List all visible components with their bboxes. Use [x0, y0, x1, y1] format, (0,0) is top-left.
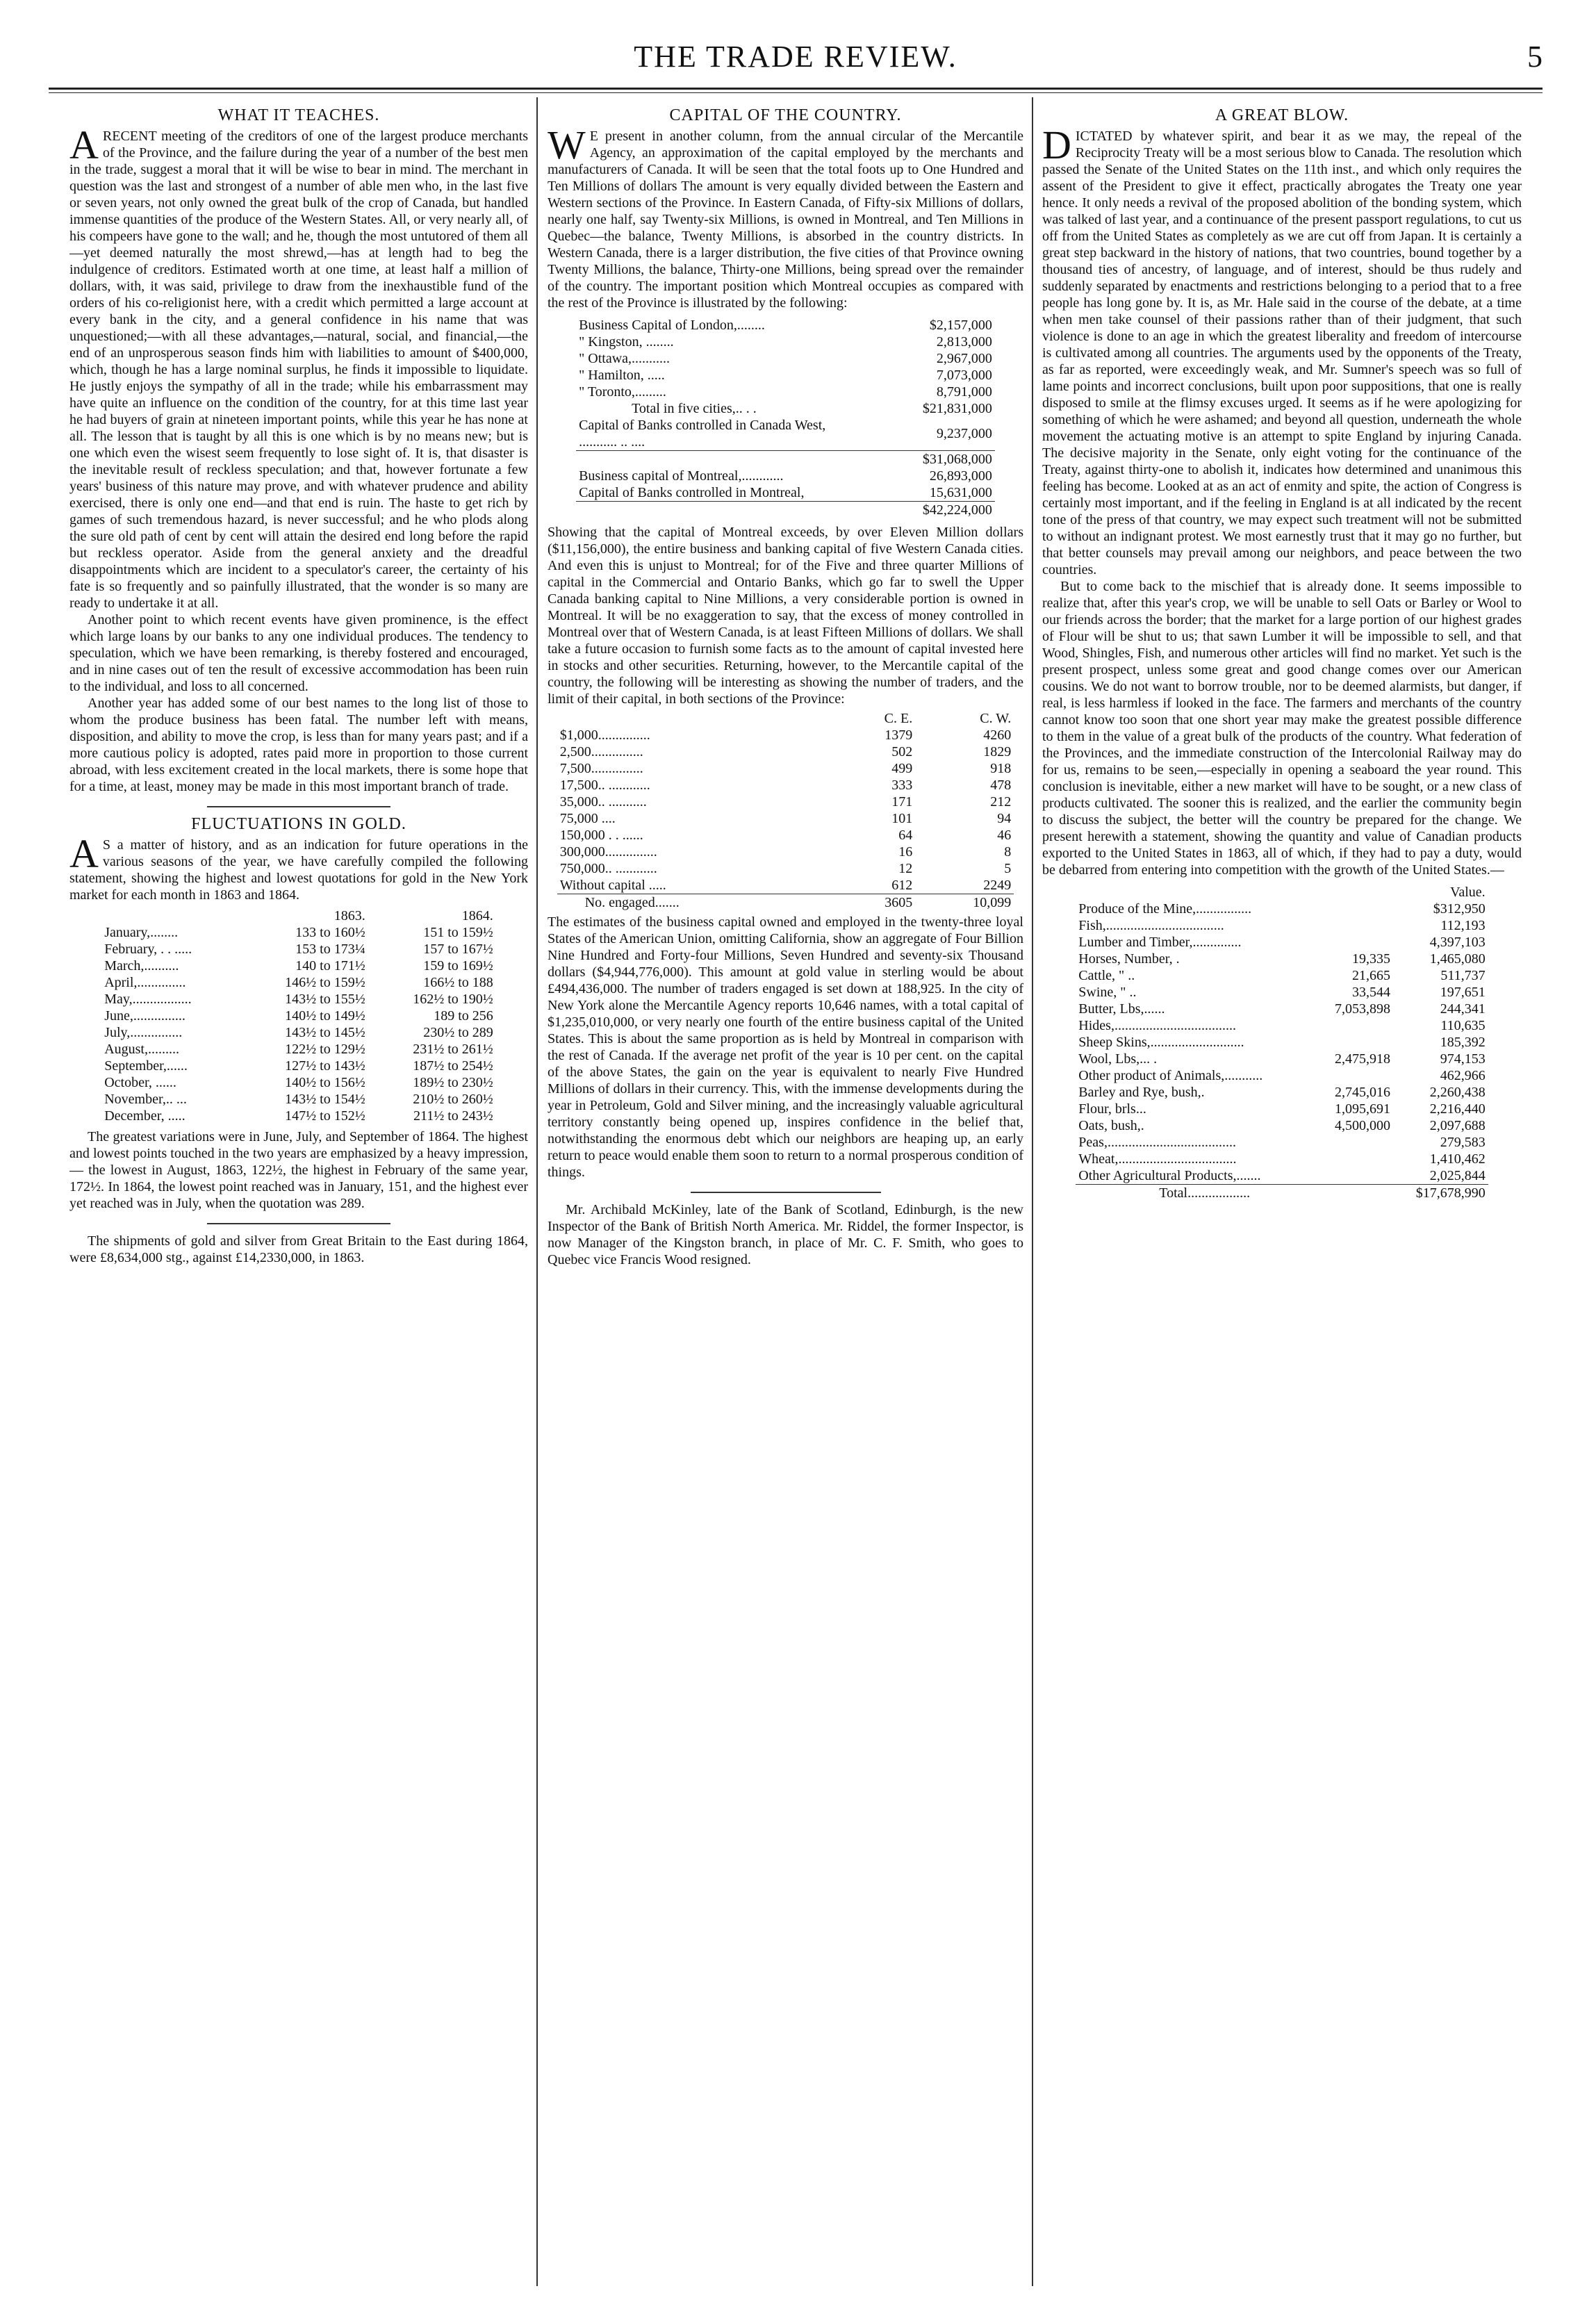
row-value	[1316, 1134, 1393, 1151]
row-value: 8,791,000	[936, 384, 992, 400]
column-header: C. E.	[884, 711, 913, 726]
table-row	[576, 451, 995, 468]
header-rule-thin	[49, 92, 1542, 93]
table-row	[1076, 951, 1488, 967]
row-value: 9,237,000	[936, 426, 992, 441]
row-label: January,........	[104, 925, 179, 940]
row-label: February, . . .....	[104, 942, 192, 957]
row-value: $42,224,000	[869, 502, 995, 519]
row-value: 2,260,438	[1429, 1085, 1486, 1100]
row-label: Produce of the Mine,................	[1078, 901, 1252, 917]
row-label: Horses, Number, .	[1078, 951, 1180, 967]
masthead-title: THE TRADE REVIEW.	[634, 40, 957, 74]
table-row	[101, 924, 496, 941]
row-label: Barley and Rye, bush,.	[1078, 1085, 1205, 1100]
row-value: 2,813,000	[936, 334, 992, 350]
table-row	[101, 941, 496, 958]
capital-statement-table	[576, 317, 995, 518]
row-value: 502	[891, 744, 913, 759]
row-value: 171	[891, 794, 913, 810]
row-value: 143½ to 155½	[285, 992, 365, 1007]
row-label: " Kingston, ........	[579, 334, 674, 350]
row-value: 15,631,000	[929, 485, 992, 500]
table-row	[101, 1008, 496, 1024]
row-value	[1316, 1151, 1393, 1167]
row-value	[1316, 1067, 1393, 1084]
table-row	[1076, 984, 1488, 1001]
row-label: August,.........	[104, 1042, 179, 1057]
article-separator	[207, 1223, 390, 1224]
table-row	[1076, 1134, 1488, 1151]
table-row	[557, 877, 1014, 894]
table-header-row	[1076, 884, 1488, 901]
row-value: 140½ to 156½	[285, 1075, 365, 1090]
row-value: 2,967,000	[936, 351, 992, 366]
page-number: 5	[1527, 40, 1542, 74]
article-title: WHAT IT TEACHES.	[217, 106, 380, 124]
row-value: 127½ to 143½	[285, 1058, 365, 1074]
table-row	[557, 760, 1014, 777]
table-row	[1076, 967, 1488, 984]
row-label: 150,000 . . ......	[559, 828, 643, 843]
row-value: 10,099	[915, 894, 1014, 912]
row-label: April,..............	[104, 975, 186, 990]
row-value: 8	[1004, 844, 1012, 860]
table-row	[101, 1074, 496, 1091]
row-label: Total..................	[1076, 1185, 1393, 1202]
row-value: $312,950	[1433, 901, 1486, 917]
row-value	[1316, 1034, 1393, 1051]
row-label: Business capital of Montreal,............	[579, 468, 784, 484]
column-middle	[548, 104, 1023, 2286]
row-value: 211½ to 243½	[413, 1108, 493, 1124]
row-value: 162½ to 190½	[413, 992, 493, 1007]
row-value: 1829	[983, 744, 1012, 759]
table-row	[101, 1108, 496, 1124]
row-value: 189½ to 230½	[413, 1075, 493, 1090]
row-label: Fish,..................................	[1078, 918, 1224, 933]
row-value: 133 to 160½	[295, 925, 365, 940]
article-paragraph: The greatest variations were in June, July, and September of 1864. The highest and lowest points touched in the two years are emphasized by a heavy impression, — the lowest in August, 1863, 122½, the highest in February of the same year, 172½. In 1864, the lowest point reached was in January, 151, and the highest ever yet reached was in July, when the quotation was 289.	[69, 1129, 528, 1211]
row-label: Capital of Banks controlled in Montreal,	[579, 485, 805, 500]
row-label: Peas,.....................................	[1078, 1135, 1236, 1150]
row-label: 17,500.. ............	[559, 778, 650, 793]
table-row	[557, 744, 1014, 760]
table-header-row	[101, 907, 496, 924]
row-value: 151 to 159½	[423, 925, 493, 940]
table-row	[1076, 1017, 1488, 1034]
row-value: 166½ to 188	[423, 975, 493, 990]
row-value	[1316, 934, 1393, 951]
row-value	[1316, 917, 1393, 934]
table-row	[576, 317, 995, 334]
row-label: 300,000...............	[559, 844, 657, 860]
row-value: 1,465,080	[1429, 951, 1486, 967]
row-value: 231½ to 261½	[413, 1042, 493, 1057]
column-left	[69, 104, 528, 2286]
row-label: Butter, Lbs,......	[1078, 1001, 1165, 1017]
row-value: 7,053,898	[1335, 1001, 1391, 1017]
table-row	[1076, 934, 1488, 951]
capital-table-body	[576, 317, 995, 400]
article-paragraph: Another year has added some of our best names to the long list of those to whom the produce business has been fatal. The number left with means, disposition, and ability to move the crop, is less than for many years past; and if a more cautious policy is adopted, rates paid more in proportion to those current abroad, with less excitement created in the local markets, there is some hope that for a time, at least, money may be made in this most important branch of trade.	[69, 696, 528, 794]
row-label: Hides,...................................	[1078, 1018, 1236, 1033]
row-label: September,......	[104, 1058, 188, 1074]
row-label: Without capital .....	[559, 878, 666, 893]
table-row	[557, 844, 1014, 860]
row-value: $31,068,000	[869, 451, 995, 468]
article-paragraph: Showing that the capital of Montreal exceeds, by over Eleven Million dollars ($11,156,000), the entire business and banking capital of five Western Canada cities. And even this is unjust to Montreal; for of the Five and three quarter Millions of capital in the Commercial and Ontario Banks, which go far to swell the Upper Canada banking capital to Nine Millions, a very considerable portion is owned in Montreal. It will be no exaggeration to say, that the excess of money controlled in Montreal over that of Western Canada, is at least Fifteen Millions of dollars. We shall take a future occasion to furnish some facts as to the amount of capital invested here in stocks and other securities. Returning, however, to the Mercantile capital of the country, the following will be interesting as showing the number of traders, and the limit of their capital, in both sections of the Province:	[548, 525, 1023, 707]
row-value: 2249	[983, 878, 1012, 893]
row-value	[1316, 1017, 1393, 1034]
exports-table-body	[1076, 901, 1488, 1185]
table-row	[557, 894, 1014, 912]
column-divider	[536, 97, 538, 2286]
row-label: 75,000 ....	[559, 811, 616, 826]
row-value: 4,500,000	[1335, 1118, 1391, 1133]
row-label: November,.. ...	[104, 1092, 187, 1107]
article-paragraph: The estimates of the business capital owned and employed in the twenty-three loyal States of the American Union, omitting California, show an aggregate of Four Billion Nine Hundred and Forty-four Millions, Seven Hundred and seventy-six Thousand dollars ($4,944,776,000). This amount at gold value in sterling would be about £494,436,000. The number of traders engaged is set down at 188,925. In the city of New York alone the Mercantile Agency reports 10,646 names, with a total capital of $1,235,010,000, or very nearly one fourth of the entire business capital of the United States. This is about the same proportion as is held by Montreal in comparison with the rest of Canada. If the average net profit of the year is 10 per cent. on the capital of the above States, the gain on the year is equivalent to nearly Five Hundred Millions of dollars in their currency. This, with the immense developments during the year in Petroleum, Gold and Silver mining, and the increasingly valuable agricultural territory constantly being opened up, inspires confidence in the belief that, notwithstanding the enormous debt which our neighbors are heaping up, an early return to peace would enable them soon to return to a normal prosperous condition of things.	[548, 914, 1023, 1180]
header-rule	[49, 88, 1542, 90]
row-value: 1379	[885, 728, 913, 743]
table-row	[1076, 1067, 1488, 1084]
table-row	[1076, 917, 1488, 934]
row-label: Sheep Skins,...........................	[1078, 1035, 1244, 1050]
row-value: $17,678,990	[1393, 1185, 1488, 1202]
row-label: May,.................	[104, 992, 192, 1007]
table-row	[576, 502, 995, 519]
table-row	[1076, 1101, 1488, 1117]
row-label: Swine, " ..	[1078, 985, 1137, 1000]
row-value	[1316, 901, 1393, 917]
row-label: Other Agricultural Products,.......	[1078, 1168, 1261, 1183]
row-value: 2,097,688	[1429, 1118, 1486, 1133]
table-row	[557, 727, 1014, 744]
row-value: 279,583	[1440, 1135, 1486, 1150]
table-row	[557, 860, 1014, 877]
table-row	[101, 1058, 496, 1074]
table-row	[101, 1024, 496, 1041]
row-value: 462,966	[1440, 1068, 1486, 1083]
row-value: 244,341	[1440, 1001, 1486, 1017]
table-row	[576, 350, 995, 367]
row-value: 140 to 171½	[295, 958, 365, 974]
table-row	[101, 991, 496, 1008]
table-row	[1076, 1117, 1488, 1134]
table-row	[557, 827, 1014, 844]
row-label: " Ottawa,...........	[579, 351, 671, 366]
row-value: 112,193	[1440, 918, 1486, 933]
table-row	[557, 810, 1014, 827]
row-value: 19,335	[1352, 951, 1391, 967]
row-label: Flour, brls...	[1078, 1101, 1146, 1117]
article-paragraph: The shipments of gold and silver from Great Britain to the East during 1864, were £8,634,000 stg., against £14,2330,000, in 1863.	[69, 1233, 528, 1265]
row-label: October, ......	[104, 1075, 176, 1090]
table-row	[576, 400, 995, 417]
traders-table-body	[557, 727, 1014, 894]
row-value: 2,216,440	[1429, 1101, 1486, 1117]
article-separator	[691, 1192, 881, 1193]
row-value: 918	[990, 761, 1012, 776]
row-value: 12	[898, 861, 913, 876]
row-value: 478	[990, 778, 1012, 793]
article-title: A GREAT BLOW.	[1215, 106, 1349, 124]
table-row	[1076, 1001, 1488, 1017]
table-row	[1076, 1051, 1488, 1067]
table-row	[1076, 1034, 1488, 1051]
row-value: 1,095,691	[1335, 1101, 1391, 1117]
row-label: July,...............	[104, 1025, 183, 1040]
row-label: 35,000.. ...........	[559, 794, 647, 810]
row-value: 197,651	[1440, 985, 1486, 1000]
row-label: " Toronto,.........	[579, 384, 666, 400]
article-paragraph: WE present in another column, from the annual circular of the Mercantile Agency, an approximation of the capital employed by the merchants and manufacturers of Canada. It will be seen that the total foots up to One Hundred and Ten Millions of dollars The amount is very equally divided between the Eastern and Western sections of the Province. In Eastern Canada, of Fifty-six Millions of dollars, nearly one half, say Twenty-six Millions, is owned in Montreal, and Ten Millions in Quebec—the balance, Twenty Millions, is absorbed in the country districts. In Western Canada, there is a larger distribution, the five cities of that Province owning Twenty Millions, the balance, Thirty-one Millions, being spread over the remainder of the country. The important position which Montreal occupies as compared with the rest of the Province is illustrated by the following:	[548, 122, 1023, 311]
row-value: 26,893,000	[929, 468, 992, 484]
article-separator	[207, 806, 390, 807]
article-title: CAPITAL OF THE COUNTRY.	[669, 106, 902, 124]
table-row	[1076, 1185, 1488, 1202]
row-value: 5	[1004, 861, 1012, 876]
row-label: 7,500...............	[559, 761, 643, 776]
row-value: 185,392	[1440, 1035, 1486, 1050]
article-paragraph: ARECENT meeting of the creditors of one of the largest produce merchants of the Province, and the failure during the year of a number of the best men in the trade, suggest a moral that it will be wise to bear in mind. The merchant in question was the last and strongest of a number of able men who, in the last five or seven years, not only owned the great bulk of the crop of Canada, but handled immense quantities of the produce of the Western States. All, or very nearly all, of his compeers have gone to the wall; and he, though the most untutored of them all—yet deemed naturally the most shrewd,—has at length had to beg the indulgence of creditors. Estimated worth at one time, at least half a million of dollars, with, it was said, privilege to draw from the inexhaustible fund of the orders of his co-religionist here, with a credit which permitted a large account at every bank in the city, and a general confidence in his name that was unquestioned;—with all these advantages,—natural, social, and financial,—the end of an unprosperous season finds him with liabilities to amount of $400,000, which, though he has a large nominal surplus, he finds it impossible to liquidate. He justly enjoys the sympathy of all in the trade; while his embarrassment may have quite an influence on the condition of the country, for at this time last year he had buyers of grain at nineteen important points, while this year he has none at all. The lesson that is taught by all this is one which is by no means new; but is one which even the wisest seem frequently to lose sight of. It is, that disaster is the inevitable result of reckless speculation; and that, however fortunate a few years' business of this nature may prove, and with whatever prudence and ability exercised, there is only one end—and that end is ruin. The haste to get rich by games of such tremendous hazard, is never successful; and he who plods along the sure old path of cent by cent will attain the desired end long before the rapid but reckless operator. Aside from the general anxiety and the dreadful disappointments which are incident to a speculator's career, the certainty of his fate is so frequently and so painfully illustrated, that the wonder is so many are ready to undertake it at all.	[69, 122, 528, 611]
gold-table-body	[101, 924, 496, 1124]
column-header: Value.	[1450, 885, 1486, 900]
row-label: December, .....	[104, 1108, 186, 1124]
row-value: 143½ to 154½	[285, 1092, 365, 1107]
table-row	[101, 958, 496, 974]
row-label: Capital of Banks controlled in Canada West, ........... .. ....	[579, 418, 826, 450]
row-value: 94	[997, 811, 1012, 826]
row-value: 2,745,016	[1335, 1085, 1391, 1100]
table-row	[101, 1091, 496, 1108]
row-value: 210½ to 260½	[413, 1092, 493, 1107]
row-value: 101	[891, 811, 913, 826]
row-value: 64	[898, 828, 913, 843]
row-label: " Hamilton, .....	[579, 368, 665, 383]
row-value: 46	[997, 828, 1012, 843]
row-value: 4260	[983, 728, 1012, 743]
row-value: 189 to 256	[434, 1008, 493, 1024]
row-value: 2,475,918	[1335, 1051, 1391, 1067]
row-label: Lumber and Timber,..............	[1078, 935, 1242, 950]
table-row	[576, 334, 995, 350]
page-header	[49, 39, 1542, 83]
row-value: 1,410,462	[1429, 1151, 1486, 1167]
article-paragraph: Another point to which recent events have given prominence, is the effect which large loans by our banks to any one individual produces. The tendency to speculation, which we have been remarking, is thereby fostered and encouraged, and in nine cases out of ten the result of excessive accommodation has been ruin to the individual, and loss to all concerned.	[69, 612, 528, 694]
row-value: 159 to 169½	[423, 958, 493, 974]
row-label: 750,000.. ............	[559, 861, 657, 876]
row-value: 143½ to 145½	[285, 1025, 365, 1040]
table-row	[101, 974, 496, 991]
row-value: 499	[891, 761, 913, 776]
row-label: March,..........	[104, 958, 179, 974]
row-value: 153 to 173¼	[295, 942, 365, 957]
row-value: $21,831,000	[922, 401, 992, 416]
table-row	[1076, 901, 1488, 917]
row-label: Wool, Lbs,... .	[1078, 1051, 1158, 1067]
row-label: Oats, bush,.	[1078, 1118, 1144, 1133]
row-value: 110,635	[1440, 1018, 1486, 1033]
row-value: 230½ to 289	[423, 1025, 493, 1040]
gold-quotations-table	[101, 907, 496, 1124]
row-value: 511,737	[1440, 968, 1486, 983]
table-row	[576, 384, 995, 400]
row-label: 2,500...............	[559, 744, 643, 759]
article-paragraph: DICTATED by whatever spirit, and bear it as we may, the repeal of the Reciprocity Treaty will be a most serious blow to Canada. The resolution which passed the Senate of the United States on the 11th inst., and which only requires the assent of the President to give it effect, practically abrogates the Treaty one year hence. It only needs a revival of the proposed abolition of the bonding system, which was talked of last year, and a continuance of the present passport regulations, to cut us off from the United States as completely as we are cut off from Japan. It is certainly a great step backward in the history of nations, that two countries, bound together by a thousand ties of ancestry, of language, and of interest, should be thus rudely and suddenly separated by enactments and restrictions belonging to a period that to a free people has long gone by. It is, as Mr. Hale said in the course of the debate, at a time when men take counsel of their passions rather than of their judgment, that such violence is done to an age in which the greatest liberality and freedom of intercourse is cultivated among all countries. The arguments used by the opponents of the Treaty, as far as reported, were exceedingly weak, and Mr. Sumner's speech was so full of lame points and incorrect conclusions, built upon poor suppositions, that one is really disposed to smile at the flimsy excuses urged. It seems as if he were apologizing for something of which he were ashamed; and beyond all question, underneath the whole movement the actuating motive is an attempt to spite England by injuring Canada. The decisive majority in the Senate, only eight voting for the continuance of the Treaty, against thirty-one to abolish it, indicates how determined and unanimous this feeling has become. Looked at as an act of enmity and spite, the action of Congress is certainly most important, and if the feeling in England is at all indicated by the recent tone of the press of that country, we may expect such treatment will not be submitted to without an indignant protest. We most earnestly trust that it may go no further, but that better counsels may prevail among our neighbors, and peace between the two countries.	[1042, 122, 1522, 577]
row-value: 147½ to 152½	[285, 1108, 365, 1124]
row-value: 187½ to 254½	[413, 1058, 493, 1074]
column-header: C. W.	[980, 711, 1012, 726]
row-value: 140½ to 149½	[285, 1008, 365, 1024]
row-value: 16	[898, 844, 913, 860]
row-value: 212	[990, 794, 1012, 810]
article-paragraph: Mr. Archibald McKinley, late of the Bank of Scotland, Edinburgh, is the new Inspector of the Bank of British North America. Mr. Riddel, the former Inspector, is now Manager of the Kingston branch, in place of Mr. C. F. Smith, who goes to Quebec vice Francis Wood resigned.	[548, 1202, 1023, 1267]
row-value	[1316, 1167, 1393, 1185]
table-row	[576, 367, 995, 384]
row-label: June,...............	[104, 1008, 186, 1024]
row-value: 146½ to 159½	[285, 975, 365, 990]
column-divider	[1032, 97, 1033, 2286]
column-header: 1863.	[334, 908, 365, 923]
table-row	[576, 417, 995, 451]
row-value: 122½ to 129½	[285, 1042, 365, 1057]
exports-table	[1076, 884, 1488, 1201]
row-value: 7,073,000	[936, 368, 992, 383]
row-label: No. engaged.......	[557, 894, 839, 912]
table-header-row	[557, 710, 1014, 727]
table-row	[101, 1041, 496, 1058]
row-label: $1,000...............	[559, 728, 650, 743]
table-row	[557, 777, 1014, 794]
row-label: Other product of Animals,...........	[1078, 1068, 1263, 1083]
article-title: FLUCTUATIONS IN GOLD.	[191, 815, 406, 833]
row-label: Wheat,..................................	[1078, 1151, 1237, 1167]
row-label: Business Capital of London,........	[579, 318, 765, 333]
article-paragraph: AS a matter of history, and as an indication for future operations in the various seasons of the year, we have carefully compiled the following statement, showing the highest and lowest quotations for gold in the New York market for each month in 1863 and 1864.	[69, 831, 528, 903]
traders-table	[557, 710, 1014, 911]
article-paragraph: But to come back to the mischief that is already done. It seems impossible to realize that, after this year's crop, we will be unable to sell Oats or Barley or Wool to our friends across the border; that the market for a large portion of our highest grades of Flour will be shut to us; that sawn Lumber it will be impossible to sell, and that Wood, Shingles, Fish, and numerous other articles will find no market. Yet such is the present prospect, unless some great and good change comes over our American cousins. We do not want to borrow trouble, nor to be deemed alarmists, but danger, if real, is less harmless if looked in the face. The farmers and merchants of the country cannot know too soon that one short year may make the greatest possible difference to them in the value of a great bulk of the products of the country. What federation of the Provinces, and the immediate construction of the Intercolonial Railway may do for us, remains to be seen,—especially in opening a seaboard the year round. This conclusion is inevitable, either a new market will have to be sought, or a new class of products cultivated. The sooner this is realized, and the earlier the community begin to discuss the subject, the better will the country be prepared for the change. We present herewith a statement, showing the quantity and value of Canadian products exported to the United States in 1863, all of which, if they had to pay a duty, would be debarred from entering into competition with the growth of the United States.—	[1042, 579, 1522, 878]
row-label: Total in five cities,.. . .	[632, 401, 757, 416]
column-right	[1042, 104, 1522, 2286]
table-row	[557, 794, 1014, 810]
table-row	[1076, 1151, 1488, 1167]
row-value: 157 to 167½	[423, 942, 493, 957]
row-value: 2,025,844	[1429, 1168, 1486, 1183]
table-row	[576, 484, 995, 502]
row-value: 3605	[839, 894, 915, 912]
row-value: 333	[891, 778, 913, 793]
table-row	[576, 468, 995, 484]
row-value: 974,153	[1440, 1051, 1486, 1067]
row-value: 612	[891, 878, 913, 893]
row-value: 4,397,103	[1429, 935, 1486, 950]
row-value: 21,665	[1352, 968, 1391, 983]
column-header: 1864.	[461, 908, 493, 923]
row-value: $2,157,000	[929, 318, 992, 333]
table-row	[1076, 1084, 1488, 1101]
row-label: Cattle, " ..	[1078, 968, 1135, 983]
row-value: 33,544	[1352, 985, 1391, 1000]
table-row	[1076, 1167, 1488, 1185]
